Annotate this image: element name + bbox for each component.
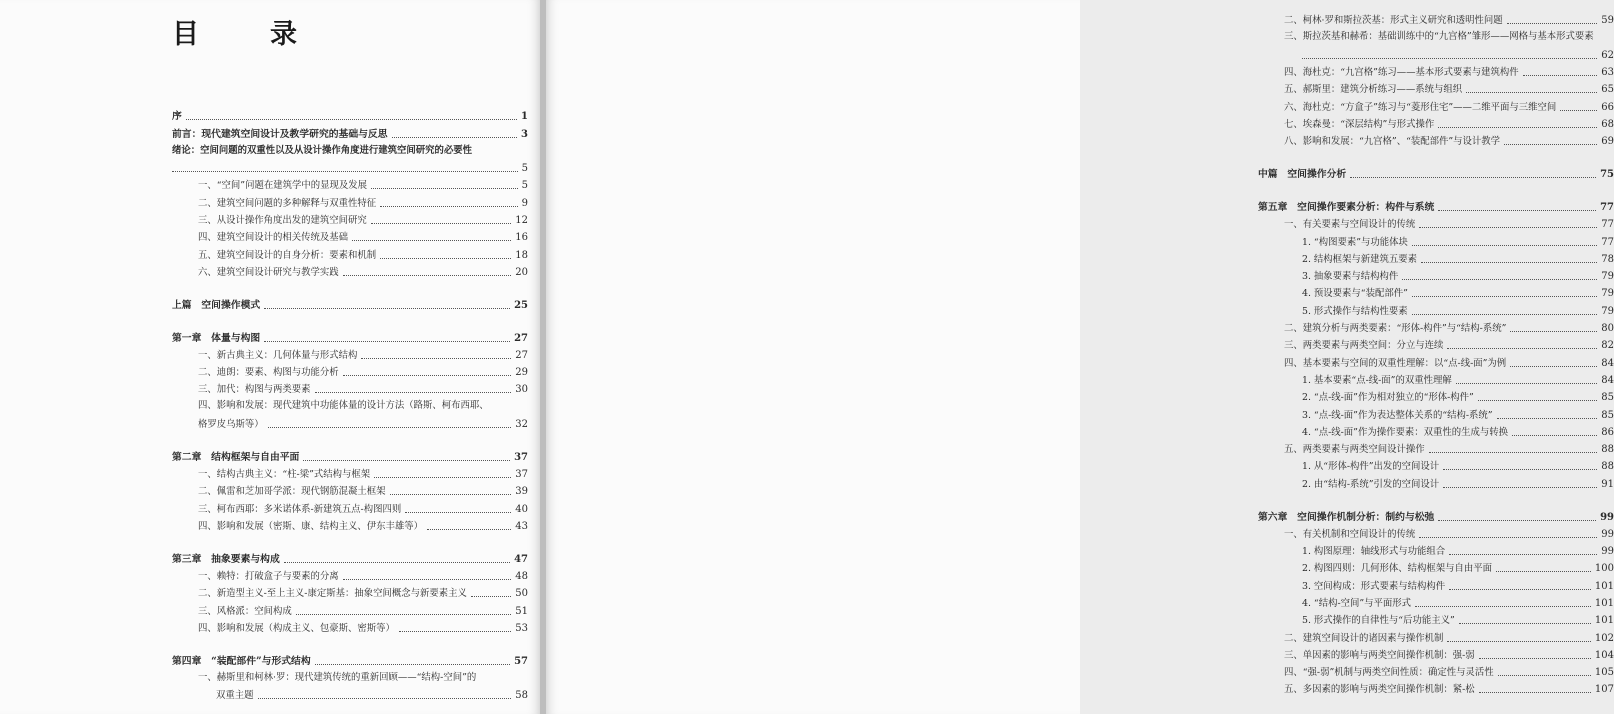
toc-entry[interactable] (1258, 319, 1614, 336)
toc-entry-text: 第一章 体量与构图 (172, 332, 261, 344)
toc-entry[interactable] (172, 397, 528, 414)
toc-page-number: 69 (1601, 136, 1614, 148)
toc-subentry[interactable] (1258, 474, 1614, 491)
toc-entry[interactable] (172, 669, 528, 686)
toc-title: 目 录 (172, 19, 319, 50)
toc-entry-text: 5. 形式操作的自律性与“后功能主义” (1302, 615, 1455, 627)
toc-page-number: 62 (1601, 49, 1614, 61)
toc-page-number: 5 (521, 163, 528, 175)
toc-entry-text: 三、单因素的影响与两类空间操作机制：强-弱 (1284, 649, 1475, 661)
toc-entry-text: 上篇 空间操作模式 (172, 299, 261, 311)
toc-entry-preface[interactable] (172, 107, 528, 124)
toc-page-number: 9 (521, 197, 528, 209)
toc-subentry[interactable] (1258, 457, 1614, 474)
toc-entry-text: 三、风格派：空间构成 (198, 605, 292, 617)
toc-page-number: 3 (521, 128, 528, 140)
toc-page-number: 77 (1601, 236, 1614, 248)
right-page (546, 0, 1614, 714)
toc-entry[interactable] (1258, 525, 1614, 542)
toc-entry[interactable] (172, 176, 528, 193)
toc-entry[interactable] (172, 228, 528, 245)
toc-entry-text: 七、埃森曼：“深层结构”与形式操作 (1284, 119, 1435, 131)
toc-subentry[interactable] (1258, 250, 1614, 267)
toc-entry-text: 2. 结构框架与新建筑五要素 (1302, 253, 1418, 265)
toc-page-number: 84 (1601, 374, 1614, 386)
toc-entry-text: 二、迪朗：要素、构图与功能分析 (198, 367, 339, 379)
toc-page-number: 50 (515, 588, 528, 600)
toc-page-number: 58 (515, 690, 528, 702)
left-toc (172, 107, 528, 703)
toc-entry-text: 五、建筑空间设计的自身分析：要素和机制 (198, 249, 377, 261)
toc-page-number: 79 (1601, 305, 1614, 317)
toc-entry-text: 绪论：空间问题的双重性以及从设计操作角度进行建筑空间研究的必要性 (172, 144, 473, 156)
toc-entry-text: 四、“强-弱”机制与两类空间性质：确定性与灵活性 (1284, 667, 1494, 679)
toc-subentry[interactable] (1258, 423, 1614, 440)
toc-page-number: 53 (515, 623, 528, 635)
toc-entry[interactable] (1258, 353, 1614, 370)
toc-entry[interactable] (1258, 115, 1614, 132)
toc-page-number: 104 (1594, 649, 1614, 661)
toc-entry[interactable] (1258, 663, 1614, 680)
toc-entry[interactable] (172, 346, 528, 363)
toc-subentry[interactable] (1258, 388, 1614, 405)
toc-entry-introduction-cont (172, 159, 528, 176)
toc-entry-foreword[interactable] (172, 124, 528, 141)
toc-entry-text: 一、新古典主义：几何体量与形式结构 (198, 349, 358, 361)
toc-page-number: 40 (515, 503, 528, 515)
toc-entry-text: 二、柯林·罗和斯拉茨基：形式主义研究和透明性问题 (1284, 15, 1503, 27)
toc-part-1[interactable] (172, 295, 528, 312)
toc-page-number: 57 (514, 655, 528, 667)
toc-entry[interactable] (172, 517, 528, 534)
toc-entry-text: 六、海杜克：“方盒子”练习与“菱形住宅”——二维平面与三维空间 (1284, 101, 1557, 113)
toc-entry-text: 第四章 “装配部件”与形式结构 (172, 655, 311, 667)
toc-page-number: 30 (515, 384, 528, 396)
toc-page-number: 86 (1601, 426, 1614, 438)
toc-entry-text: 四、影响和发展（构成主义、包豪斯、密斯等） (198, 623, 395, 635)
toc-entry-text: 三、两类要素与两类空间：分立与连续 (1284, 340, 1444, 352)
toc-page-number: 20 (515, 266, 528, 278)
toc-entry-text: 第二章 结构框架与自由平面 (172, 451, 300, 463)
toc-page-number: 59 (1601, 15, 1614, 27)
toc-subentry[interactable] (1258, 232, 1614, 249)
toc-entry-text: 格罗皮乌斯等） (198, 419, 264, 431)
toc-subentry[interactable] (1258, 594, 1614, 611)
toc-entry[interactable] (172, 263, 528, 280)
toc-entry-text: 1. 构图原理：轴线形式与功能组合 (1302, 546, 1446, 558)
toc-page-number: 84 (1601, 357, 1614, 369)
toc-entry-cont[interactable] (172, 686, 528, 703)
toc-subentry[interactable] (1258, 542, 1614, 559)
toc-page-number: 5 (521, 180, 528, 192)
toc-page-number: 99 (1601, 528, 1614, 540)
toc-entry-text: 四、影响和发展（密斯、康、结构主义、伊东丰雄等） (198, 521, 424, 533)
toc-entry-introduction[interactable] (172, 142, 528, 159)
toc-page-number: 88 (1601, 461, 1614, 473)
toc-entry-text: 4. 预设要素与“装配部件” (1302, 288, 1408, 300)
toc-entry[interactable] (1258, 97, 1614, 114)
toc-page-number: 66 (1601, 101, 1614, 113)
toc-entry-text: 一、赖特：打破盒子与要素的分离 (198, 571, 339, 583)
toc-page-number: 77 (1601, 219, 1614, 231)
toc-entry-cont (1258, 46, 1614, 63)
toc-page-number: 88 (1601, 444, 1614, 456)
toc-entry[interactable] (172, 363, 528, 380)
toc-entry-text: 4. “点-线-面”作为操作要素：双重性的生成与转换 (1302, 426, 1508, 438)
toc-page-number: 65 (1601, 84, 1614, 96)
toc-entry[interactable] (172, 584, 528, 601)
toc-page-number: 48 (515, 571, 528, 583)
toc-entry[interactable] (172, 601, 528, 618)
toc-entry[interactable] (1258, 680, 1614, 697)
right-toc (1258, 11, 1614, 697)
toc-subentry[interactable] (1258, 559, 1614, 576)
toc-entry-text: 四、基本要素与空间的双重性理解：以“点-线-面”为例 (1284, 357, 1507, 369)
toc-entry-text: 1. 基本要素“点-线-面”的双重性理解 (1302, 374, 1452, 386)
toc-entry-text: 中篇 空间操作分析 (1258, 169, 1347, 181)
toc-page-number: 80 (1601, 323, 1614, 335)
toc-entry[interactable] (172, 211, 528, 228)
toc-entry[interactable] (1258, 336, 1614, 353)
toc-subentry[interactable] (1258, 611, 1614, 628)
toc-page-number: 37 (514, 451, 528, 463)
toc-page-number: 68 (1601, 119, 1614, 131)
toc-part-2[interactable] (1258, 165, 1614, 182)
toc-page-number: 27 (515, 349, 528, 361)
toc-page-number: 37 (515, 469, 528, 481)
toc-entry-text: 一、结构古典主义：“柱-梁”式结构与框架 (198, 469, 371, 481)
toc-subentry[interactable] (1258, 405, 1614, 422)
toc-page-number: 79 (1601, 271, 1614, 283)
toc-page-number: 82 (1601, 340, 1614, 352)
toc-entry-text: 第五章 空间操作要素分析：构件与系统 (1258, 201, 1435, 213)
toc-page-number: 101 (1594, 580, 1614, 592)
toc-page-number: 79 (1601, 288, 1614, 300)
toc-entry[interactable] (172, 619, 528, 636)
toc-entry-text: 3. 抽象要素与结构构件 (1302, 271, 1399, 283)
toc-entry-text: 双重主题 (216, 690, 254, 702)
toc-entry[interactable] (1258, 11, 1614, 28)
toc-entry-text: 五、郝斯里：建筑分析练习——系统与组织 (1284, 84, 1463, 96)
toc-page-number: 100 (1594, 563, 1614, 575)
toc-entry[interactable] (172, 482, 528, 499)
toc-entry-text: 3. 空间构成：形式要素与结构构件 (1302, 580, 1446, 592)
toc-entry-text: 第三章 抽象要素与构成 (172, 553, 280, 565)
toc-page-number: 102 (1594, 632, 1614, 644)
toc-page-number: 18 (515, 249, 528, 261)
toc-page-number: 77 (1600, 201, 1614, 213)
toc-entry[interactable] (1258, 440, 1614, 457)
toc-entry-text: 二、建筑分析与两类要素：“形体-构件”与“结构-系统” (1284, 323, 1507, 335)
toc-entry[interactable] (172, 499, 528, 516)
toc-entry-text: 一、有关机制和空间设计的传统 (1284, 528, 1416, 540)
toc-entry-text: 一、“空间”问题在建筑学中的显现及发展 (198, 180, 367, 192)
toc-entry-text: 四、影响和发展：现代建筑中功能体量的设计方法（路斯、柯布西耶、 (198, 400, 489, 412)
toc-page-number: 78 (1601, 253, 1614, 265)
toc-entry-text: 五、多因素的影响与两类空间操作机制：紧-松 (1284, 684, 1475, 696)
left-page (0, 0, 540, 714)
toc-subentry[interactable] (1258, 301, 1614, 318)
toc-subentry[interactable] (1258, 284, 1614, 301)
toc-entry-text: 二、佩雷和芝加哥学派：现代钢筋混凝土框架 (198, 486, 386, 498)
toc-page-number: 99 (1601, 546, 1614, 558)
toc-entry-text: 2. 由“结构-系统”引发的空间设计 (1302, 478, 1440, 490)
toc-entry[interactable] (172, 567, 528, 584)
toc-entry[interactable] (1258, 628, 1614, 645)
toc-entry-text: 2. 构图四则：几何形体、结构框架与自由平面 (1302, 563, 1493, 575)
toc-entry[interactable] (172, 245, 528, 262)
toc-page-number: 63 (1601, 67, 1614, 79)
toc-entry-text: 前言：现代建筑空间设计及教学研究的基础与反思 (172, 128, 388, 140)
toc-entry-text: 四、建筑空间设计的相关传统及基础 (198, 232, 349, 244)
toc-entry-text: 3. “点-线-面”作为表达整体关系的“结构-系统” (1302, 409, 1493, 421)
toc-entry-text: 三、从设计操作角度出发的建筑空间研究 (198, 215, 367, 227)
toc-entry[interactable] (1258, 215, 1614, 232)
toc-entry-text: 一、赫斯里和柯林·罗：现代建筑传统的重新回顾——“结构-空间”的 (198, 671, 477, 683)
toc-page-number: 1 (521, 111, 528, 123)
toc-page-number: 85 (1601, 409, 1614, 421)
toc-page-number: 99 (1600, 511, 1614, 523)
toc-chapter-6[interactable] (1258, 507, 1614, 524)
toc-subentry[interactable] (1258, 576, 1614, 593)
toc-entry-text: 八、影响和发展：“九宫格”、“装配部件”与设计教学 (1284, 136, 1501, 148)
toc-entry-text: 二、新造型主义-至上主义-康定斯基：抽象空间概念与新要素主义 (198, 588, 467, 600)
toc-entry-text: 序 (172, 111, 182, 123)
toc-page-number: 47 (514, 553, 528, 565)
toc-page-number: 39 (515, 486, 528, 498)
toc-page-number: 75 (1600, 169, 1614, 181)
toc-entry-text: 第六章 空间操作机制分析：制约与松弛 (1258, 511, 1435, 523)
toc-entry-text: 2. “点-线-面”作为相对独立的“形体-构件” (1302, 392, 1474, 404)
toc-page-number: 101 (1594, 615, 1614, 627)
toc-entry[interactable] (172, 380, 528, 397)
toc-entry-text: 二、建筑空间问题的多种解释与双重性特征 (198, 197, 377, 209)
toc-page-number: 25 (514, 299, 528, 311)
toc-subentry[interactable] (1258, 267, 1614, 284)
toc-entry-text: 1. 从“形体-构件”出发的空间设计 (1302, 461, 1440, 473)
toc-chapter-3[interactable] (172, 550, 528, 567)
toc-entry-text: 三、柯布西耶：多米诺体系-新建筑五点-构图四则 (198, 503, 402, 515)
toc-entry-text: 4. “结构-空间”与平面形式 (1302, 598, 1412, 609)
toc-page-number: 101 (1594, 598, 1614, 609)
toc-page-number: 51 (515, 605, 528, 617)
toc-entry-text: 二、建筑空间设计的诸因素与操作机制 (1284, 632, 1444, 644)
toc-page-number: 16 (515, 232, 528, 244)
toc-chapter-1[interactable] (172, 328, 528, 345)
toc-page-number: 29 (515, 367, 528, 379)
toc-entry[interactable] (1258, 132, 1614, 149)
toc-page-number: 105 (1594, 667, 1614, 679)
toc-entry[interactable] (172, 465, 528, 482)
toc-entry-text: 三、斯拉茨基和赫希：基础训练中的“九宫格”雏形——网格与基本形式要素 (1284, 31, 1594, 43)
toc-page-number: 32 (515, 419, 528, 431)
toc-entry-text: 五、两类要素与两类空间设计操作 (1284, 444, 1425, 456)
toc-page-number: 107 (1594, 684, 1614, 696)
toc-page-number: 12 (515, 215, 528, 227)
toc-entry[interactable] (172, 193, 528, 210)
toc-page-number: 27 (514, 332, 528, 344)
toc-entry[interactable] (1258, 63, 1614, 80)
toc-entry[interactable] (1258, 80, 1614, 97)
toc-page-number: 85 (1601, 392, 1614, 404)
toc-entry[interactable] (1258, 646, 1614, 663)
toc-chapter-5[interactable] (1258, 198, 1614, 215)
toc-page-number: 43 (515, 521, 528, 533)
toc-entry-text: 5. 形式操作与结构性要素 (1302, 305, 1408, 317)
toc-entry-text: 四、海杜克：“九宫格”练习——基本形式要素与建筑构件 (1284, 67, 1519, 79)
toc-entry-text: 三、加代：构图与两类要素 (198, 384, 311, 396)
toc-subentry[interactable] (1258, 371, 1614, 388)
toc-entry-cont[interactable] (172, 415, 528, 432)
toc-entry-text: 一、有关要素与空间设计的传统 (1284, 219, 1416, 231)
toc-entry[interactable] (1258, 28, 1614, 45)
toc-page-number: 91 (1601, 478, 1614, 490)
toc-entry-text: 六、建筑空间设计研究与教学实践 (198, 266, 339, 278)
toc-entry-text: 1. “构图要素”与功能体块 (1302, 236, 1408, 248)
toc-chapter-4[interactable] (172, 652, 528, 669)
toc-chapter-2[interactable] (172, 448, 528, 465)
